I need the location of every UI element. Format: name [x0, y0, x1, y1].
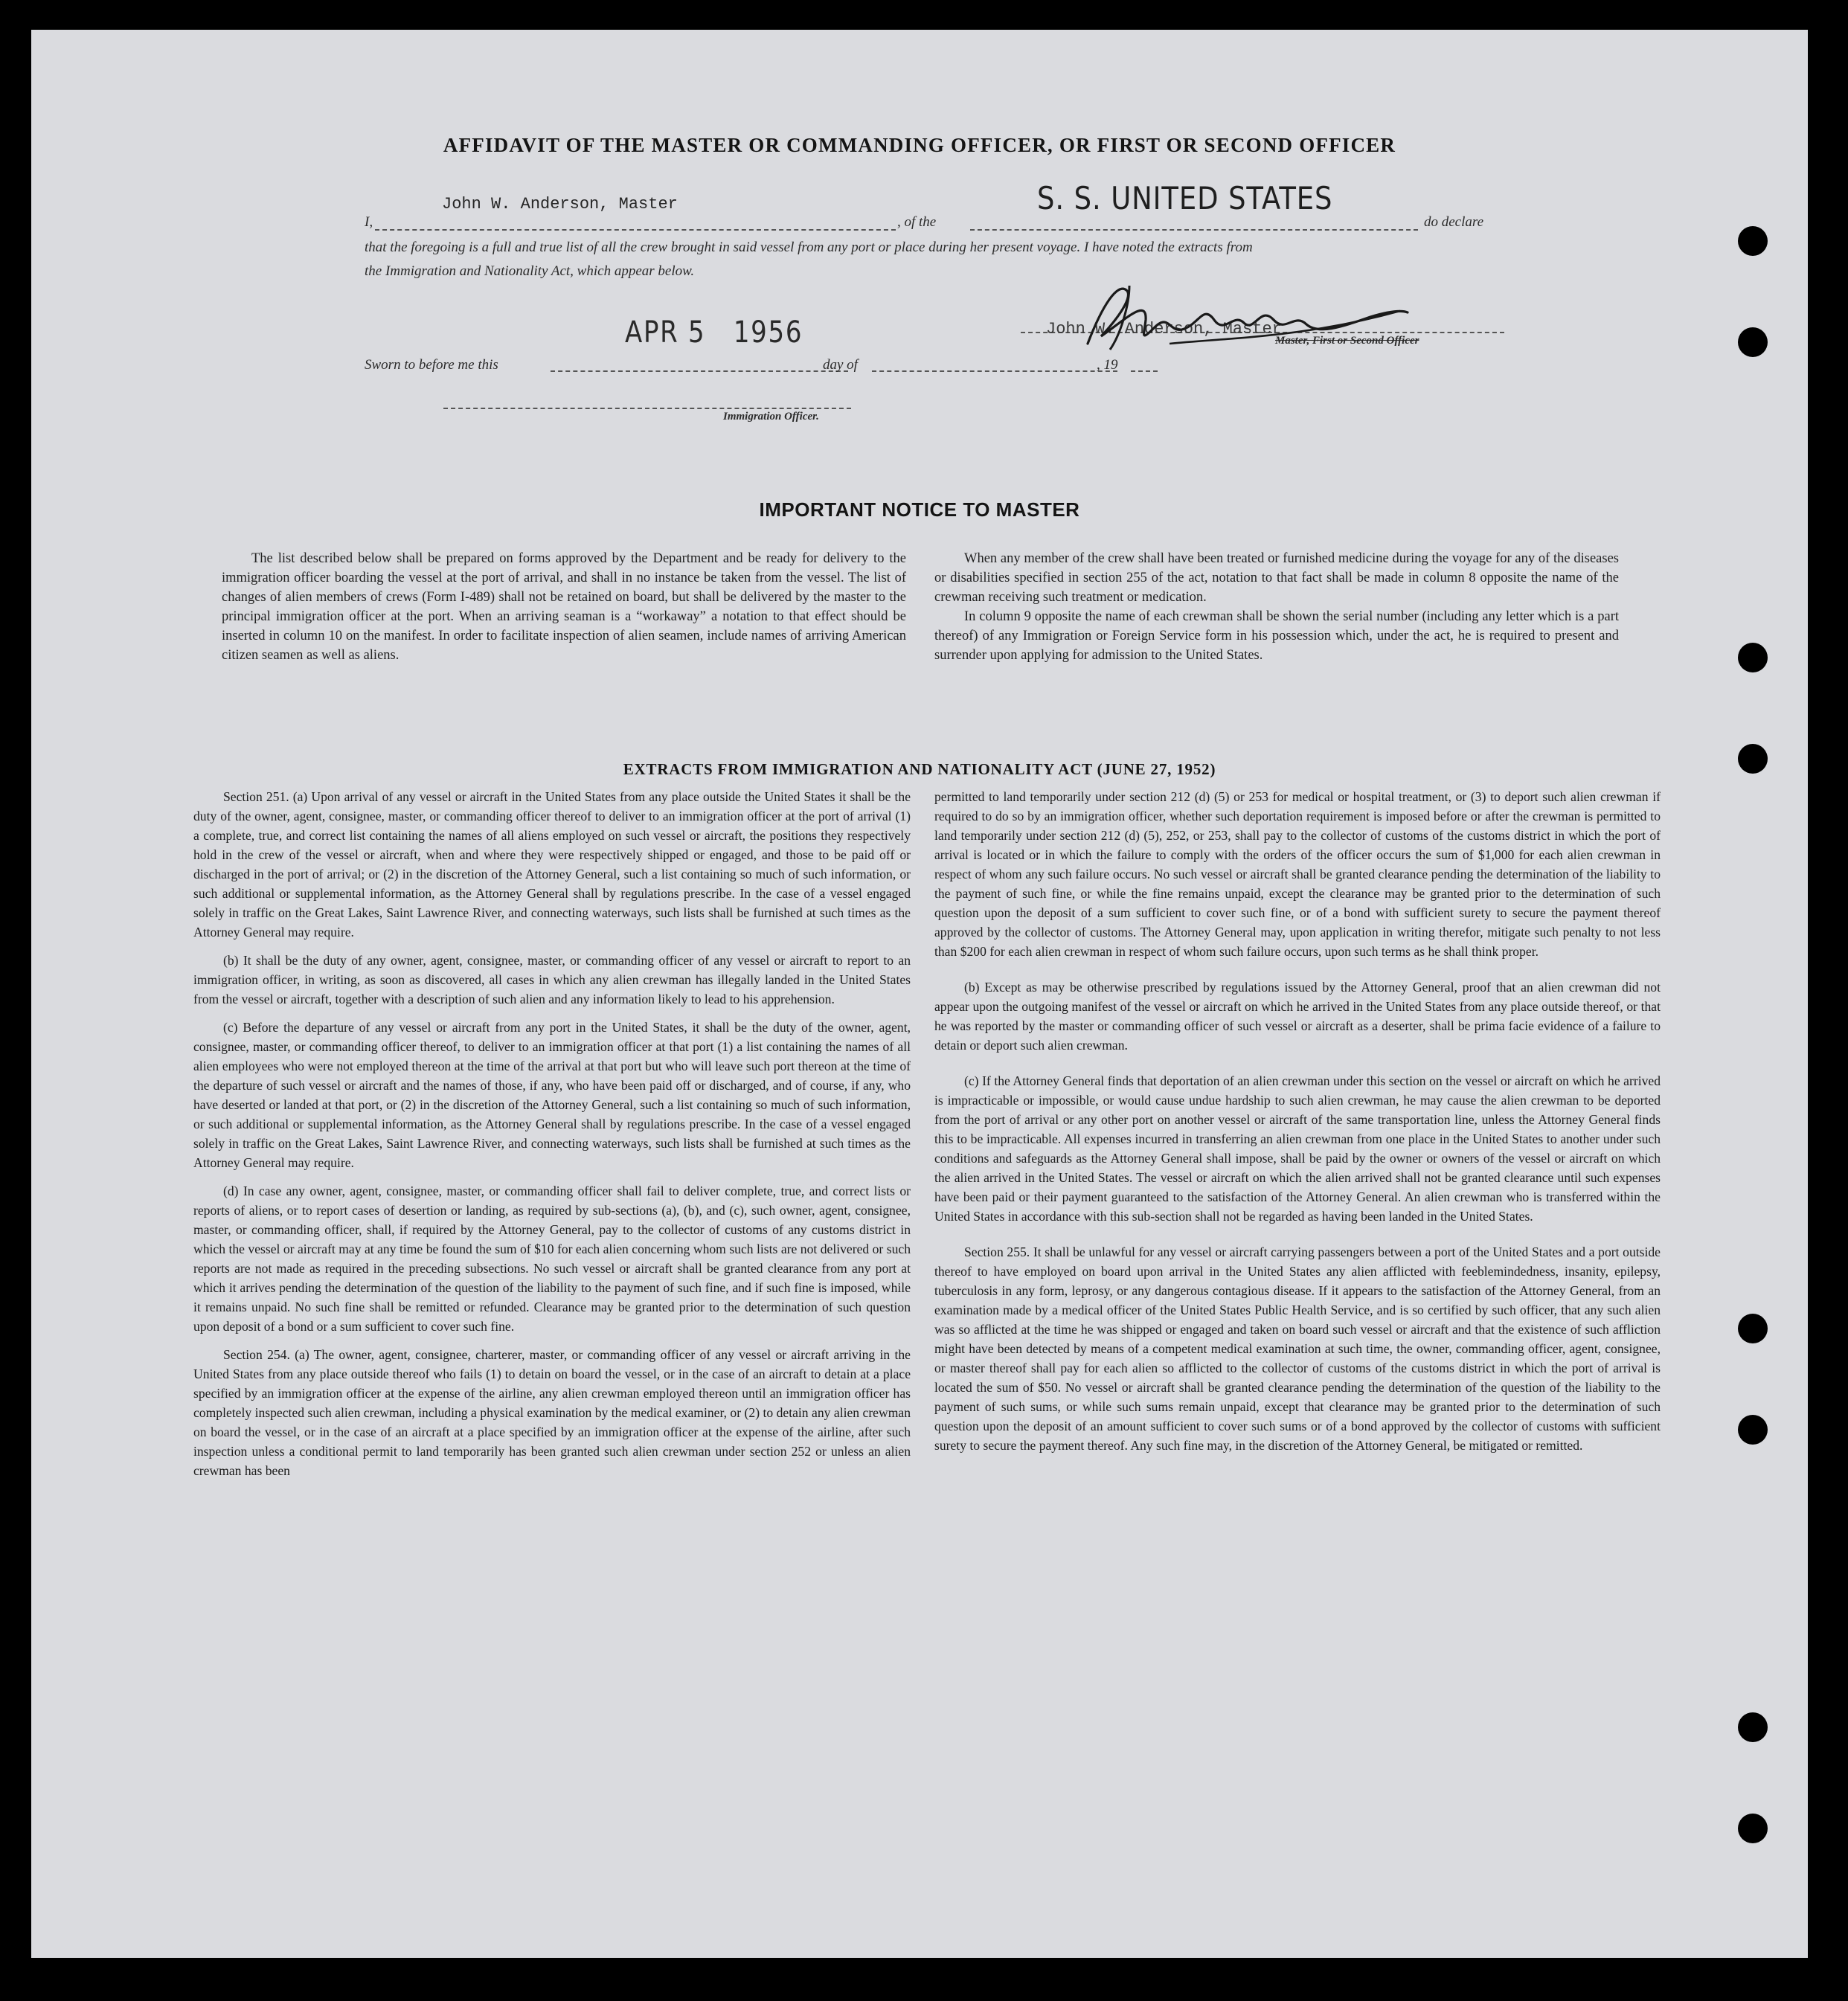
- binder-hole: [1738, 327, 1768, 357]
- section-254a-continued: permitted to land temporarily under section 212 (d) (5) or 253 for medical or hospital treatment, or (3) to deport such alien crewman if required to do so by an immigration officer, whether such deportation requirement is imposed before or after the crewman is permitted to land temporarily under section 212 (d) (5), 252, or 253, shall pay to the collector of customs of the customs district in which the port of arrival is located or in which the failure to comply with the orders of the officer occurs the sum of $1,000 for each alien crewman in respect of whom any such failure occurs. No such vessel or aircraft shall be granted clearance pending the determination of the liability to the payment of such fine, or while the fine remains unpaid, except the clearance may be granted prior to the determination of such question upon the deposit of a sum sufficient to cover such fine, or of a bond with sufficient surety to secure the payment thereof approved by the collector of customs. The Attorney General may, upon application in writing therefor, mitigate such penalty to not less than $200 for each alien crewman in respect of whom such failure occurs, upon such terms as he shall think proper.: [934, 789, 1661, 959]
- section-251a: Section 251. (a) Upon arrival of any vessel or aircraft in the United States from any place outside the United States it shall be the duty of the owner, agent, consignee, master, or commanding officer thereof to deliver to an immigration officer at the port of arrival (1) a complete, true, and correct list containing the names of all aliens employed on such vessel or aircraft, the positions they respectively hold in the crew of the vessel or aircraft, when and where they were respectively shipped or engaged, and those to be paid off or discharged in the port of arrival; or (2) in the discretion of the Attorney General, such a list containing so much of such information, or such additional or supplemental information, as the Attorney General shall by regulations prescribe. In the case of a vessel engaged solely in traffic on the Great Lakes, Saint Lawrence River, and connecting waterways, such lists shall be furnished at such times as the Attorney General may require.: [193, 789, 911, 940]
- notice-right-paragraph-1: When any member of the crew shall have been treated or furnished medicine during the voyage for any of the diseases or disabilities specified in section 255 of the act, notation to that fact shall be made in column 8 opposite the name of the crewman receiving such treatment or medication.: [934, 551, 1619, 605]
- binder-hole: [1738, 226, 1768, 256]
- year-label: , 19: [1097, 357, 1118, 373]
- section-254c: (c) If the Attorney General finds that deportation of an alien crewman under this section on the vessel or aircraft on which he arrived is impracticable or impossible, or would cause undue hardship to such alien crewman, he may cause the alien crewman to be deported from the port of arrival or any other port on another vessel or aircraft of the same transportation line, unless the Attorney General finds this to be impracticable. All expenses incurred in transferring an alien crewman from one place in the United States to another under such conditions and safeguards as the Attorney General shall impose, shall be paid by the owner or owners of the vessel or aircraft on which the alien arrived in the United States. The vessel or aircraft on which the alien arrived shall not be granted clearance until such expenses have been paid or their payment guaranteed to the satisfaction of the Attorney General. An alien crewman who is transferred within the United States in accordance with this sub-section shall not be regarded as having been landed in the United States.: [934, 1073, 1661, 1224]
- section-251c: (c) Before the departure of any vessel or aircraft from any port in the United States, it shall be the duty of the owner, agent, consignee, master, or commanding officer thereof, to deliver to an immigration officer at that port (1) a list containing the names of all alien employees who were not employed thereon at the time of the arrival at that port but who will leave such port thereon at the time of the departure of such vessel or aircraft and the names of those, if any, who have been paid off or discharged, and of course, if any, who have deserted or landed at that port, or (2) in the discretion of the Attorney General, such a list containing so much of such information, or such additional or supplemental information, as the Attorney General shall by regulations prescribe. In the case of a vessel engaged solely in traffic on the Great Lakes, Saint Lawrence River, and connecting waterways, such lists shall be furnished at such times as the Attorney General may require.: [193, 1020, 911, 1170]
- binder-hole: [1738, 643, 1768, 672]
- binder-hole: [1738, 1314, 1768, 1343]
- typed-signature: John W. Anderson, Master: [1046, 320, 1282, 338]
- notice-title: IMPORTANT NOTICE TO MASTER: [759, 498, 1080, 521]
- notice-right-column: [934, 549, 1619, 665]
- binder-hole: [1738, 1814, 1768, 1843]
- section-255: Section 255. It shall be unlawful for any vessel or aircraft carrying passengers between a port of the United States and a port outside thereof to have employed on board upon arrival in the United States any alien afflicted with feeblemindedness, insanity, epilepsy, tuberculosis in any form, leprosy, or any dangerous contagious disease. If it appears to the satisfaction of the Attorney General, from an examination made by a medical officer of the United States Public Health Service, and is so certified by such officer, that any such alien was so afflicted at the time he was shipped or engaged and taken on board such vessel or aircraft and that the existence of such affliction might have been detected by means of a competent medical examination at such time, the owner, commanding officer, agent, consignee, or master thereof shall pay for each alien so afflicted to the collector of customs of the customs district in which the port of arrival is located the sum of $50. No vessel or aircraft shall be granted clearance pending the determination of the question of the liability to the payment of such sums, or while such sums remain unpaid, except that clearance may be granted prior to the determination of such question upon the deposit of an amount sufficient to cover such sums or of a bond approved by the collector of customs with sufficient surety to secure the payment thereof. Any such fine may, in the discretion of the Attorney General, be mitigated or remitted.: [934, 1244, 1661, 1453]
- notice-left-paragraph: The list described below shall be prepared on forms approved by the Department and be ready for delivery to the immigration officer boarding the vessel at the port of arrival, and shall in no instance be taken from the vessel. The list of changes of alien members of crews (Form I-489) shall not be retained on board, but shall be delivered by the master to the principal immigration officer at the port. When an arriving seaman is a “workaway” a notation to that effect should be inserted in column 10 on the manifest. In order to facilitate inspection of alien seamen, include names of arriving American citizen seamen as well as aliens.: [222, 551, 906, 663]
- master-name: John W. Anderson, Master: [442, 195, 678, 213]
- vessel-stamp: S. S. UNITED STATES: [1037, 180, 1333, 216]
- extracts-right-column: [934, 787, 1661, 1464]
- section-251d: (d) In case any owner, agent, consignee, master, or commanding officer shall fail to deliver complete, true, and correct lists or reports of aliens, or to report cases of desertion or landing, as required by sub-sections (a), (b), and (c), such owner, agent, consignee, master, or commanding officer, shall, if required by the Attorney General, pay to the collector of customs of any customs district in which the vessel or aircraft may at any time be found the sum of $10 for each alien concerning whom such lists are not delivered or such reports are not made as required in the preceding subsections. No such vessel or aircraft shall be granted clearance from any port at which it arrives pending the determination of the question of the liability to the payment of such fine, and if such fine is imposed, while it remains unpaid. No such fine shall be remitted or refunded. Clearance may be granted prior to the determination of such question upon deposit of a bond or a sum sufficient to cover such fine.: [193, 1183, 911, 1334]
- officer-line: [443, 408, 851, 409]
- declaration-line-2: the Immigration and Nationality Act, which appear below.: [365, 263, 695, 279]
- declare-label: do declare: [1424, 214, 1484, 230]
- affidavit-title: AFFIDAVIT OF THE MASTER OR COMMANDING OFFICER, OR FIRST OR SECOND OFFICER: [443, 134, 1396, 156]
- vessel-line: [970, 229, 1418, 231]
- binder-hole: [1738, 1415, 1768, 1445]
- section-251b: (b) It shall be the duty of any owner, agent, consignee, master, or commanding officer of any vessel or aircraft to report to an immigration officer, in writing, as soon as discovered, all cases in which any alien crewman has illegally landed in the United States from the vessel or aircraft, together with a description of such alien and any information likely to lead to his apprehension.: [193, 953, 911, 1006]
- i-label: I,: [365, 214, 373, 230]
- section-254b: (b) Except as may be otherwise prescribed by regulations issued by the Attorney General, proof that an alien crewman did not appear upon the outgoing manifest of the vessel or aircraft on which he arrived in the United States from any place outside thereof, or that he was reported by the master or commanding officer of such vessel or aircraft as a deserter, shall be prima facie evidence of a failure to detain or deport such alien crewman.: [934, 980, 1661, 1053]
- extracts-left-column: [193, 787, 911, 1489]
- signature-caption: Master, First or Second Officer: [1275, 335, 1419, 347]
- year-line: [1131, 370, 1158, 372]
- day-of-label: day of: [823, 357, 858, 373]
- immigration-officer-label: Immigration Officer.: [723, 411, 819, 423]
- binder-hole: [1738, 1712, 1768, 1742]
- notice-left-column: [222, 549, 906, 665]
- sworn-month-line: [872, 370, 1117, 372]
- sworn-day-line: [551, 370, 848, 372]
- sworn-label: Sworn to before me this: [365, 357, 498, 373]
- section-254a: Section 254. (a) The owner, agent, consignee, charterer, master, or commanding officer of any vessel or aircraft arriving in the United States from any place outside thereof who fails (1) to detain on board the vessel, or in the case of an aircraft to detain at a place specified by an immigration officer at the expense of the airline, any alien crewman employed thereon until an immigration officer has completely inspected such alien crewman, including a physical examination by the medical examiner, or (2) to detain any alien crewman on board the vessel, or in the case of an aircraft at a place specified by an immigration officer at the expense of the airline, after such inspection unless a conditional permit to land temporarily has been granted such alien crewman under section 252 or unless an alien crewman has been: [193, 1347, 911, 1478]
- notice-right-paragraph-2: In column 9 opposite the name of each crewman shall be shown the serial number (including any letter which is a part thereof) of any Immigration or Foreign Service form in his possession which, under the act, he is required to present and surrender upon applying for admission to the United States.: [934, 609, 1619, 663]
- document-page: [31, 30, 1808, 1958]
- declaration-line-1: that the foregoing is a full and true list of all the crew brought in said vessel from any port or place during her present voyage. I have noted the extracts from: [365, 240, 1253, 255]
- date-stamp: APR 5 1956: [625, 315, 803, 350]
- extracts-title: EXTRACTS FROM IMMIGRATION AND NATIONALITY ACT (JUNE 27, 1952): [623, 760, 1216, 778]
- name-line: [375, 229, 896, 231]
- of-the-label: , of the: [897, 214, 937, 230]
